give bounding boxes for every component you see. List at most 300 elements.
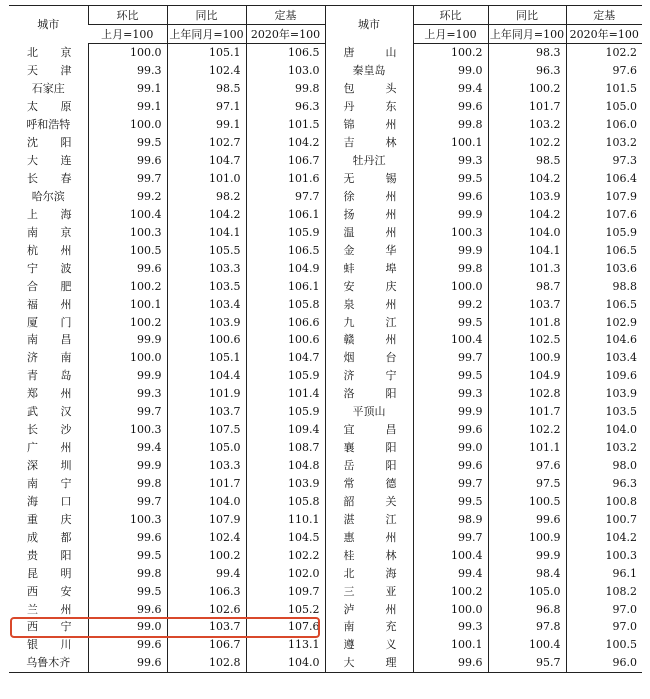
table-row — [9, 241, 642, 259]
table-row — [9, 44, 642, 62]
cell-yoy-left: 103.9 — [167, 313, 246, 331]
cell-fixed-right: 107.9 — [566, 188, 642, 206]
table-row — [9, 367, 642, 385]
cell-fixed-left: 99.8 — [246, 80, 325, 98]
cell-mom-right: 99.6 — [413, 188, 488, 206]
cell-mom-right: 100.2 — [413, 582, 488, 600]
cell-yoy-right: 104.0 — [488, 223, 566, 241]
cell-fixed-right: 96.0 — [566, 654, 642, 672]
cell-city-right: 唐山 — [325, 44, 413, 62]
cell-fixed-left: 104.7 — [246, 349, 325, 367]
cell-yoy-left: 100.6 — [167, 331, 246, 349]
cell-city-right: 锦州 — [325, 116, 413, 134]
cell-fixed-left: 108.7 — [246, 439, 325, 457]
cell-fixed-right: 106.5 — [566, 295, 642, 313]
table-row — [9, 618, 642, 636]
cell-fixed-right: 96.3 — [566, 475, 642, 493]
cell-yoy-left: 98.2 — [167, 188, 246, 206]
cell-yoy-right: 98.7 — [488, 277, 566, 295]
cell-yoy-left: 105.5 — [167, 241, 246, 259]
cell-yoy-right: 96.3 — [488, 62, 566, 80]
cell-mom-left: 99.6 — [88, 259, 167, 277]
cell-city-right: 安庆 — [325, 277, 413, 295]
cell-city-left: 大连 — [27, 154, 72, 168]
cell-yoy-right: 97.6 — [488, 457, 566, 475]
cell-city-left: 青岛 — [27, 369, 72, 383]
cell-fixed-left: 102.0 — [246, 564, 325, 582]
cell-fixed-left: 104.8 — [246, 457, 325, 475]
cell-yoy-left: 107.9 — [167, 510, 246, 528]
table-row — [9, 331, 642, 349]
cell-fixed-right: 107.6 — [566, 205, 642, 223]
cell-fixed-right: 103.4 — [566, 349, 642, 367]
cell-yoy-right: 101.7 — [488, 98, 566, 116]
cell-city-left: 西宁 — [27, 620, 72, 634]
header-mom-sub-right: 上月=100 — [413, 25, 488, 44]
cell-mom-right: 99.9 — [413, 403, 488, 421]
cell-fixed-left: 104.5 — [246, 528, 325, 546]
cell-mom-right: 99.8 — [413, 259, 488, 277]
table-row — [9, 510, 642, 528]
header-yoy-right: 同比 — [488, 6, 566, 25]
table-row — [9, 277, 642, 295]
cell-fixed-left: 101.6 — [246, 170, 325, 188]
cell-yoy-right: 100.5 — [488, 492, 566, 510]
cell-fixed-right: 103.5 — [566, 403, 642, 421]
cell-city-left: 北京 — [27, 46, 72, 60]
cell-yoy-right: 102.2 — [488, 134, 566, 152]
cell-fixed-left: 106.5 — [246, 241, 325, 259]
cell-mom-left: 100.3 — [88, 510, 167, 528]
cell-mom-right: 99.0 — [413, 62, 488, 80]
cell-mom-right: 99.5 — [413, 492, 488, 510]
cell-fixed-left: 110.1 — [246, 510, 325, 528]
table-row — [9, 98, 642, 116]
cell-mom-right: 99.2 — [413, 295, 488, 313]
cell-yoy-right: 99.9 — [488, 546, 566, 564]
cell-fixed-right: 106.4 — [566, 170, 642, 188]
cell-fixed-left: 101.4 — [246, 385, 325, 403]
cell-mom-left: 100.4 — [88, 205, 167, 223]
header-mom-right: 环比 — [413, 6, 488, 25]
cell-mom-left: 99.5 — [88, 134, 167, 152]
cell-city-right: 九江 — [325, 313, 413, 331]
cell-mom-right: 98.9 — [413, 510, 488, 528]
table-row — [9, 223, 642, 241]
cell-yoy-right: 101.1 — [488, 439, 566, 457]
table-row — [9, 205, 642, 223]
cell-city-right: 平顶山 — [325, 403, 413, 421]
cell-yoy-right: 104.2 — [488, 170, 566, 188]
cell-yoy-left: 103.7 — [167, 403, 246, 421]
cell-fixed-left: 103.9 — [246, 475, 325, 493]
table-row — [9, 170, 642, 188]
header-yoy-left: 同比 — [167, 6, 246, 25]
cell-city-right: 桂林 — [325, 546, 413, 564]
cell-city-right: 蚌埠 — [325, 259, 413, 277]
cell-mom-left: 99.9 — [88, 457, 167, 475]
cell-fixed-right: 97.0 — [566, 618, 642, 636]
cell-mom-right: 99.0 — [413, 439, 488, 457]
cell-fixed-left: 101.5 — [246, 116, 325, 134]
cell-yoy-left: 106.7 — [167, 636, 246, 654]
cell-city-left: 福州 — [27, 297, 72, 311]
cell-fixed-right: 103.9 — [566, 385, 642, 403]
cell-yoy-left: 103.4 — [167, 295, 246, 313]
cell-city-right: 北海 — [325, 564, 413, 582]
cell-mom-left: 99.6 — [88, 152, 167, 170]
table-row — [9, 295, 642, 313]
cell-mom-left: 100.0 — [88, 44, 167, 62]
cell-city-right: 三亚 — [325, 582, 413, 600]
cell-yoy-left: 100.2 — [167, 546, 246, 564]
cell-yoy-left: 102.7 — [167, 134, 246, 152]
cell-yoy-left: 104.4 — [167, 367, 246, 385]
cell-yoy-left: 104.0 — [167, 492, 246, 510]
cell-fixed-right: 105.9 — [566, 223, 642, 241]
cell-yoy-right: 104.1 — [488, 241, 566, 259]
cell-fixed-left: 104.9 — [246, 259, 325, 277]
cell-yoy-left: 97.1 — [167, 98, 246, 116]
cell-fixed-left: 106.5 — [246, 44, 325, 62]
cell-city-left: 郑州 — [27, 387, 72, 401]
cell-mom-left: 100.3 — [88, 421, 167, 439]
cell-city-left: 南昌 — [27, 333, 72, 347]
cell-city-left: 太原 — [27, 100, 72, 114]
cell-mom-right: 100.1 — [413, 134, 488, 152]
cell-fixed-right: 103.2 — [566, 439, 642, 457]
cell-city-right: 金华 — [325, 241, 413, 259]
table-row — [9, 313, 642, 331]
header-yoy-sub-left: 上年同月=100 — [167, 25, 246, 44]
cell-yoy-left: 104.2 — [167, 205, 246, 223]
cell-yoy-right: 98.4 — [488, 564, 566, 582]
table-row — [9, 654, 642, 672]
cell-city-right: 宜昌 — [325, 421, 413, 439]
cell-mom-left: 100.0 — [88, 349, 167, 367]
cell-fixed-left: 105.9 — [246, 223, 325, 241]
cell-mom-left: 99.8 — [88, 564, 167, 582]
cell-mom-left: 99.0 — [88, 618, 167, 636]
cell-yoy-left: 105.0 — [167, 439, 246, 457]
cell-city-left: 贵阳 — [27, 548, 72, 562]
cell-yoy-right: 104.9 — [488, 367, 566, 385]
cell-fixed-left: 105.8 — [246, 492, 325, 510]
cell-city-left: 天津 — [27, 64, 72, 78]
cell-city-left: 石家庄 — [31, 82, 65, 96]
cell-city-right: 徐州 — [325, 188, 413, 206]
cell-yoy-left: 102.6 — [167, 600, 246, 618]
header-fixed-left: 定基 — [246, 6, 325, 25]
cell-fixed-left: 100.6 — [246, 331, 325, 349]
cell-mom-right: 99.5 — [413, 313, 488, 331]
cell-fixed-left: 105.9 — [246, 367, 325, 385]
cell-city-left: 深圳 — [27, 459, 72, 473]
cell-yoy-left: 101.7 — [167, 475, 246, 493]
cell-mom-left: 99.7 — [88, 170, 167, 188]
cell-fixed-left: 106.1 — [246, 205, 325, 223]
cell-mom-left: 99.7 — [88, 403, 167, 421]
cell-mom-left: 99.7 — [88, 492, 167, 510]
table-row — [9, 259, 642, 277]
cell-fixed-left: 106.6 — [246, 313, 325, 331]
cell-mom-left: 99.3 — [88, 385, 167, 403]
cell-yoy-right: 99.6 — [488, 510, 566, 528]
cell-mom-left: 100.3 — [88, 223, 167, 241]
cell-city-right: 包头 — [325, 80, 413, 98]
cell-mom-left: 99.2 — [88, 188, 167, 206]
cell-yoy-left: 105.1 — [167, 349, 246, 367]
cell-fixed-right: 104.2 — [566, 528, 642, 546]
cell-mom-left: 99.1 — [88, 80, 167, 98]
cell-yoy-right: 101.3 — [488, 259, 566, 277]
cell-fixed-right: 102.2 — [566, 44, 642, 62]
cell-mom-right: 100.4 — [413, 546, 488, 564]
table-row — [9, 636, 642, 654]
cell-mom-right: 99.5 — [413, 367, 488, 385]
cell-fixed-left: 96.3 — [246, 98, 325, 116]
header-fixed-right: 定基 — [566, 6, 642, 25]
cell-fixed-left: 105.9 — [246, 403, 325, 421]
cell-yoy-right: 98.3 — [488, 44, 566, 62]
cell-yoy-left: 101.9 — [167, 385, 246, 403]
cell-mom-right: 99.9 — [413, 205, 488, 223]
table-row — [9, 421, 642, 439]
cell-yoy-left: 99.1 — [167, 116, 246, 134]
cell-yoy-right: 103.2 — [488, 116, 566, 134]
cell-fixed-left: 106.1 — [246, 277, 325, 295]
cell-city-right: 烟台 — [325, 349, 413, 367]
header-city-left: 城市 — [9, 6, 88, 44]
cell-city-right: 吉林 — [325, 134, 413, 152]
cell-yoy-right: 100.2 — [488, 80, 566, 98]
cell-city-right: 赣州 — [325, 331, 413, 349]
cell-mom-right: 99.8 — [413, 116, 488, 134]
cell-yoy-left: 102.4 — [167, 62, 246, 80]
header-city-right: 城市 — [325, 6, 413, 44]
cell-mom-left: 100.2 — [88, 313, 167, 331]
header-yoy-sub-right: 上年同月=100 — [488, 25, 566, 44]
cell-city-left: 乌鲁木齐 — [9, 654, 88, 672]
cell-yoy-left: 105.1 — [167, 44, 246, 62]
table-row — [9, 152, 642, 170]
cell-yoy-left: 103.3 — [167, 259, 246, 277]
table-row — [9, 492, 642, 510]
table-row — [9, 528, 642, 546]
cell-city-right: 丹东 — [325, 98, 413, 116]
cell-yoy-left: 98.5 — [167, 80, 246, 98]
cell-fixed-right: 100.7 — [566, 510, 642, 528]
cell-fixed-right: 100.5 — [566, 636, 642, 654]
cell-mom-right: 100.0 — [413, 600, 488, 618]
cell-yoy-right: 103.7 — [488, 295, 566, 313]
cell-city-right: 岳阳 — [325, 457, 413, 475]
cell-fixed-right: 105.0 — [566, 98, 642, 116]
cell-fixed-left: 109.4 — [246, 421, 325, 439]
cell-city-right: 襄阳 — [325, 439, 413, 457]
cell-fixed-right: 104.6 — [566, 331, 642, 349]
table-row — [9, 582, 642, 600]
table-row — [9, 439, 642, 457]
header-mom-sub-left: 上月=100 — [88, 25, 167, 44]
cell-mom-left: 100.0 — [88, 116, 167, 134]
cell-city-left: 沈阳 — [27, 136, 72, 150]
cell-fixed-left: 103.0 — [246, 62, 325, 80]
cell-city-left: 长春 — [27, 172, 72, 186]
cell-fixed-left: 97.7 — [246, 188, 325, 206]
cell-city-right: 秦皇岛 — [325, 62, 413, 80]
cell-mom-left: 99.9 — [88, 367, 167, 385]
cell-city-right: 济宁 — [325, 367, 413, 385]
price-index-table — [9, 5, 642, 673]
table-header — [9, 6, 642, 44]
cell-city-left: 呼和浩特 — [26, 118, 71, 132]
cell-yoy-left: 104.7 — [167, 152, 246, 170]
cell-mom-right: 100.1 — [413, 636, 488, 654]
cell-mom-left: 99.6 — [88, 600, 167, 618]
cell-yoy-left: 101.0 — [167, 170, 246, 188]
cell-fixed-right: 106.5 — [566, 241, 642, 259]
cell-yoy-right: 100.9 — [488, 349, 566, 367]
cell-fixed-left: 104.2 — [246, 134, 325, 152]
cell-city-right: 常德 — [325, 475, 413, 493]
cell-yoy-left: 103.7 — [167, 618, 246, 636]
cell-city-left: 兰州 — [27, 602, 72, 616]
table-row — [9, 600, 642, 618]
cell-mom-right: 99.7 — [413, 349, 488, 367]
cell-city-left: 重庆 — [27, 512, 72, 526]
cell-fixed-right: 101.5 — [566, 80, 642, 98]
cell-yoy-right: 101.8 — [488, 313, 566, 331]
cell-mom-left: 99.4 — [88, 439, 167, 457]
cell-city-right: 韶关 — [325, 492, 413, 510]
cell-fixed-right: 98.0 — [566, 457, 642, 475]
cell-mom-right: 100.4 — [413, 331, 488, 349]
cell-city-right: 南充 — [325, 618, 413, 636]
cell-yoy-left: 99.4 — [167, 564, 246, 582]
table-row — [9, 403, 642, 421]
table-row — [9, 62, 642, 80]
cell-yoy-right: 100.9 — [488, 528, 566, 546]
cell-yoy-right: 96.8 — [488, 600, 566, 618]
cell-mom-left: 99.6 — [88, 636, 167, 654]
cell-fixed-right: 97.3 — [566, 152, 642, 170]
cell-city-left: 成都 — [27, 530, 72, 544]
cell-mom-left: 99.6 — [88, 528, 167, 546]
cell-mom-right: 99.9 — [413, 241, 488, 259]
cell-city-left: 长沙 — [27, 423, 72, 437]
cell-fixed-left: 102.2 — [246, 546, 325, 564]
cell-mom-right: 99.4 — [413, 80, 488, 98]
cell-mom-right: 99.7 — [413, 528, 488, 546]
cell-fixed-left: 105.8 — [246, 295, 325, 313]
cell-mom-left: 100.1 — [88, 295, 167, 313]
cell-city-left: 杭州 — [27, 243, 72, 257]
cell-fixed-left: 104.0 — [246, 654, 325, 672]
cell-yoy-left: 107.5 — [167, 421, 246, 439]
cell-city-left: 南京 — [27, 225, 72, 239]
table-row — [9, 134, 642, 152]
cell-fixed-left: 113.1 — [246, 636, 325, 654]
cell-fixed-left: 106.7 — [246, 152, 325, 170]
header-fixed-sub-left: 2020年=100 — [246, 25, 325, 44]
cell-yoy-left: 102.8 — [167, 654, 246, 672]
cell-city-left: 西安 — [27, 584, 72, 598]
cell-yoy-left: 106.3 — [167, 582, 246, 600]
cell-yoy-right: 98.5 — [488, 152, 566, 170]
cell-fixed-right: 103.6 — [566, 259, 642, 277]
cell-mom-right: 99.3 — [413, 385, 488, 403]
cell-city-left: 海口 — [27, 494, 72, 508]
cell-city-right: 湛江 — [325, 510, 413, 528]
table-row — [9, 80, 642, 98]
cell-city-right: 泸州 — [325, 600, 413, 618]
cell-mom-left: 99.8 — [88, 475, 167, 493]
cell-city-right: 遵义 — [325, 636, 413, 654]
cell-mom-right: 99.7 — [413, 475, 488, 493]
table-row — [9, 385, 642, 403]
cell-fixed-right: 98.8 — [566, 277, 642, 295]
cell-fixed-right: 108.2 — [566, 582, 642, 600]
cell-yoy-left: 102.4 — [167, 528, 246, 546]
cell-fixed-left: 105.2 — [246, 600, 325, 618]
cell-city-left: 广州 — [27, 441, 72, 455]
cell-mom-left: 99.9 — [88, 331, 167, 349]
cell-mom-left: 99.1 — [88, 98, 167, 116]
cell-mom-right: 99.6 — [413, 457, 488, 475]
cell-city-right: 牡丹江 — [325, 152, 413, 170]
cell-city-right: 扬州 — [325, 205, 413, 223]
table-row — [9, 188, 642, 206]
cell-yoy-right: 95.7 — [488, 654, 566, 672]
cell-mom-left: 100.5 — [88, 241, 167, 259]
cell-city-left: 银川 — [27, 638, 72, 652]
cell-city-left: 南宁 — [27, 476, 72, 490]
cell-city-left: 厦门 — [27, 315, 72, 329]
cell-mom-left: 99.5 — [88, 582, 167, 600]
table-row — [9, 457, 642, 475]
cell-mom-right: 99.6 — [413, 98, 488, 116]
cell-mom-right: 99.5 — [413, 170, 488, 188]
cell-mom-left: 99.5 — [88, 546, 167, 564]
cell-fixed-left: 109.7 — [246, 582, 325, 600]
cell-city-left: 合肥 — [27, 279, 72, 293]
cell-fixed-right: 103.2 — [566, 134, 642, 152]
cell-yoy-right: 102.8 — [488, 385, 566, 403]
cell-yoy-right: 103.9 — [488, 188, 566, 206]
cell-mom-right: 100.2 — [413, 44, 488, 62]
cell-mom-right: 100.3 — [413, 223, 488, 241]
cell-mom-right: 99.4 — [413, 564, 488, 582]
cell-fixed-right: 100.8 — [566, 492, 642, 510]
cell-fixed-left: 107.6 — [246, 618, 325, 636]
cell-yoy-right: 105.0 — [488, 582, 566, 600]
cell-yoy-right: 101.7 — [488, 403, 566, 421]
cell-yoy-left: 103.5 — [167, 277, 246, 295]
table-row — [9, 475, 642, 493]
cell-yoy-left: 103.3 — [167, 457, 246, 475]
cell-yoy-right: 104.2 — [488, 205, 566, 223]
cell-city-right: 惠州 — [325, 528, 413, 546]
cell-city-right: 洛阳 — [325, 385, 413, 403]
cell-mom-right: 99.3 — [413, 618, 488, 636]
cell-city-left: 上海 — [27, 207, 72, 221]
cell-yoy-right: 97.8 — [488, 618, 566, 636]
cell-fixed-right: 97.6 — [566, 62, 642, 80]
cell-city-right: 温州 — [325, 223, 413, 241]
cell-fixed-right: 97.0 — [566, 600, 642, 618]
cell-yoy-right: 97.5 — [488, 475, 566, 493]
